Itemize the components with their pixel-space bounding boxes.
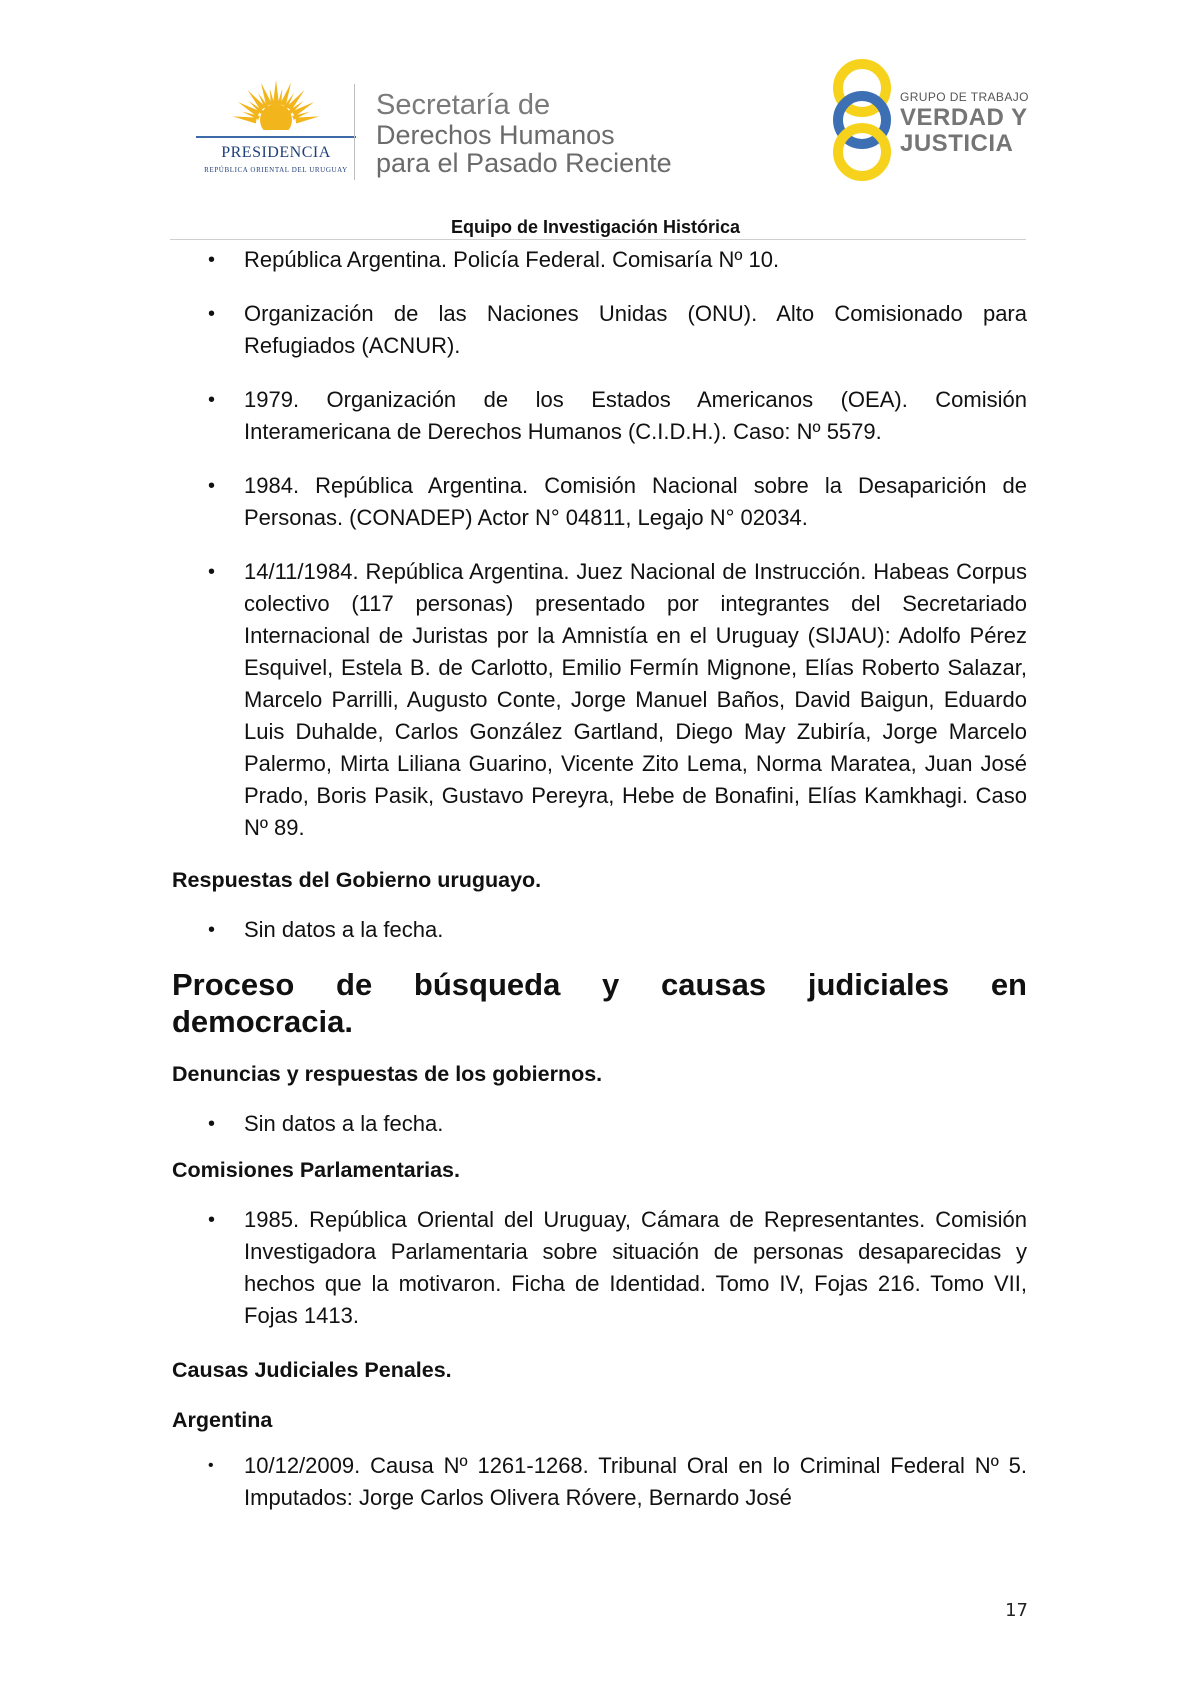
list-item: • 1979. Organización de los Estados Americanos (OEA). Comisión Interamericana de Derechos Humanos (C.I.D.H.). Caso: Nº 5579. bbox=[172, 384, 1027, 448]
comisiones-heading: Comisiones Parlamentarias. bbox=[172, 1158, 460, 1182]
bullet-icon: • bbox=[208, 249, 216, 271]
list-item: • Sin datos a la fecha. bbox=[172, 914, 1027, 946]
document-body bbox=[172, 240, 1027, 1514]
bullet-icon: • bbox=[208, 1457, 214, 1474]
list-item: • 14/11/1984. República Argentina. Juez Nacional de Instrucción. Habeas Corpus colectivo (117 personas) presentado por integrantes del Secretariado Internacional de Juristas por la Amnistía en el Uruguay (SIJAU): Adolfo Pérez Esquivel, Estela B. de Carlotto, Emilio Fermín Mignone, Elías Roberto Salazar, Marcelo Parrilli, Augusto Conte, Jorge Manuel Baños, David Baigun, Eduardo Luis Duhalde, Carlos González Gartland, Diego May Zubiría, Jorge Marcelo Palermo, Mirta Liliana Guarino, Vicente Zito Lema, Norma Maratea, Juan José Prado, Boris Pasik, Gustavo Pereyra, Hebe de Bonafini, Elías Kamkhagi. Caso Nº 89. bbox=[172, 556, 1027, 844]
causas-heading: Causas Judiciales Penales. bbox=[172, 1358, 452, 1382]
page-number: 17 bbox=[1005, 1600, 1028, 1621]
secretaria-line-2: Derechos Humanos bbox=[376, 119, 615, 150]
respuestas-heading: Respuestas del Gobierno uruguayo. bbox=[172, 868, 542, 892]
sun-icon bbox=[230, 78, 322, 138]
bullet-icon: • bbox=[208, 1209, 216, 1231]
list-item: • Organización de las Naciones Unidas (ONU). Alto Comisionado para Refugiados (ACNUR). bbox=[172, 298, 1027, 362]
team-title: Equipo de Investigación Histórica bbox=[450, 217, 741, 237]
denuncias-list bbox=[172, 244, 1027, 844]
bullet-icon: • bbox=[208, 1113, 216, 1135]
list-item: • 1985. República Oriental del Uruguay, Cámara de Representantes. Comisión Investigadora Parlamentaria sobre situación de personas desaparecidas y hechos que la motivaron. Ficha de Identidad. Tomo IV, Fojas 216. Tomo VII, Fojas 1413. bbox=[172, 1204, 1027, 1332]
causas-list bbox=[172, 1450, 1027, 1514]
justicia-label: JUSTICIA bbox=[900, 130, 1014, 157]
page-header bbox=[0, 0, 1191, 240]
secretaria-line-3: para el Pasado Reciente bbox=[376, 148, 672, 179]
bullet-icon: • bbox=[208, 303, 216, 325]
presidencia-subtitle: REPÚBLICA ORIENTAL DEL URUGUAY bbox=[204, 166, 348, 174]
bullet-icon: • bbox=[208, 475, 216, 497]
list-item: • 10/12/2009. Causa Nº 1261-1268. Tribunal Oral en lo Criminal Federal Nº 5. Imputados: Jorge Carlos Olivera Róvere, Bernardo José bbox=[172, 1450, 1027, 1514]
denuncias-respuestas-list bbox=[172, 1108, 1027, 1140]
secretaria-line-1: Secretaría de bbox=[376, 89, 551, 121]
presidencia-name: PRESIDENCIA bbox=[221, 144, 331, 161]
bullet-icon: • bbox=[208, 919, 216, 941]
secretaria-logo-text bbox=[376, 90, 672, 178]
bullet-icon: • bbox=[208, 389, 216, 411]
grupo-label: GRUPO DE TRABAJO bbox=[900, 90, 1029, 104]
bullet-icon: • bbox=[208, 561, 216, 583]
list-item: • República Argentina. Policía Federal. Comisaría Nº 10. bbox=[172, 244, 1027, 276]
comisiones-list bbox=[172, 1204, 1027, 1332]
proceso-heading: Proceso de búsqueda y causas judiciales en democracia. bbox=[172, 967, 1027, 1039]
verdad-justicia-logo bbox=[822, 58, 1042, 182]
verdad-label: VERDAD Y bbox=[900, 104, 1028, 131]
argentina-heading: Argentina bbox=[172, 1408, 273, 1432]
list-item: • Sin datos a la fecha. bbox=[172, 1108, 1027, 1140]
respuestas-list bbox=[172, 914, 1027, 946]
presidencia-logo bbox=[196, 78, 356, 178]
denuncias-heading: Denuncias y respuestas de los gobiernos. bbox=[172, 1062, 603, 1086]
logo-rule bbox=[196, 136, 356, 138]
rings-icon bbox=[822, 58, 902, 182]
list-item: • 1984. República Argentina. Comisión Nacional sobre la Desaparición de Personas. (CONADEP) Actor N° 04811, Legajo N° 02034. bbox=[172, 470, 1027, 534]
logo-divider bbox=[354, 84, 355, 180]
